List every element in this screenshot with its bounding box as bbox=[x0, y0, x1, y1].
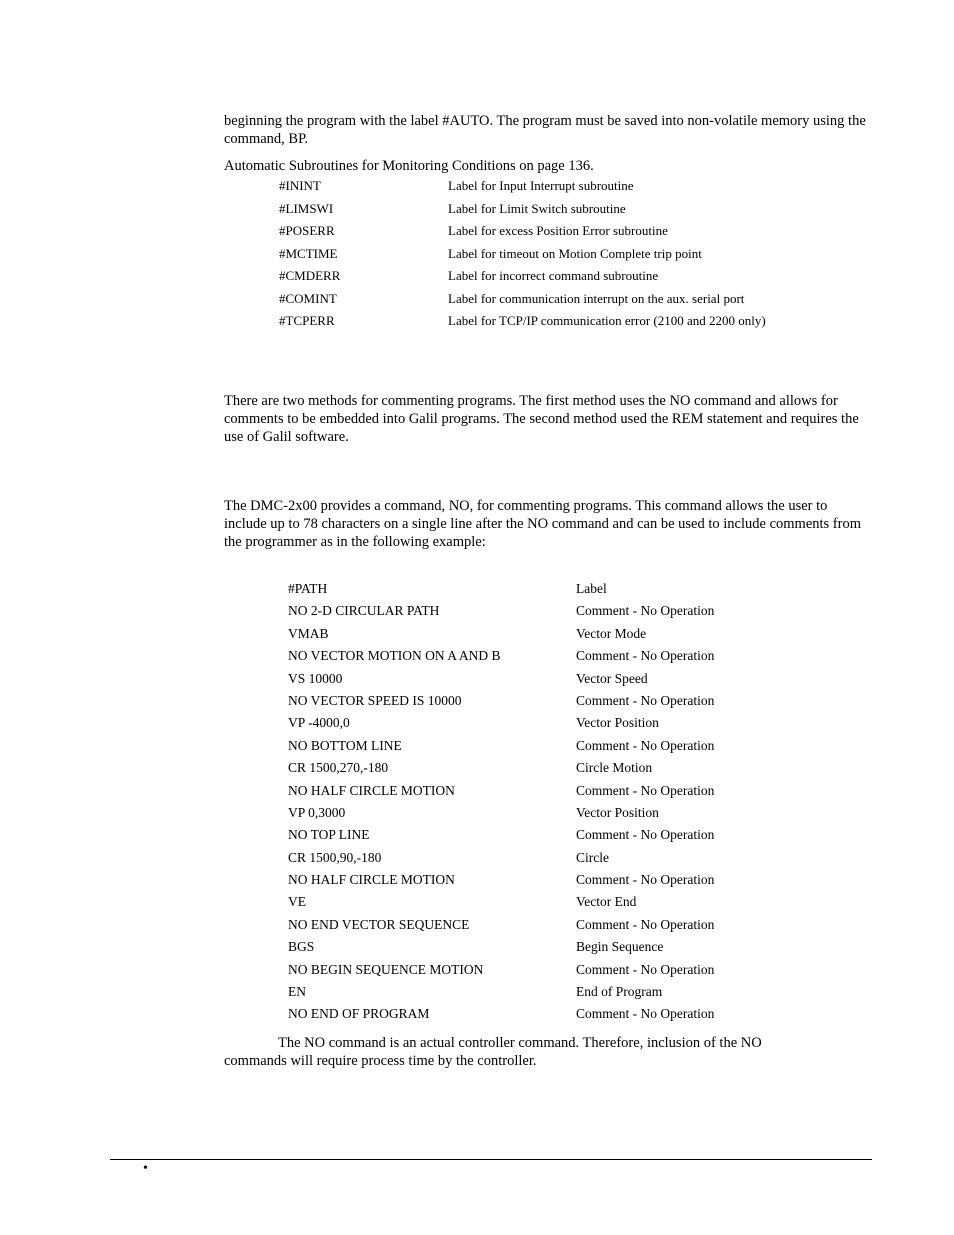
code-description: Vector Position bbox=[576, 715, 659, 731]
code-command: NO VECTOR SPEED IS 10000 bbox=[288, 692, 462, 708]
code-row bbox=[288, 891, 848, 913]
code-command: NO BEGIN SEQUENCE MOTION bbox=[288, 961, 484, 977]
footer-bullet: • bbox=[143, 1161, 148, 1176]
code-row bbox=[288, 668, 848, 690]
code-row bbox=[288, 959, 848, 981]
code-row bbox=[288, 757, 848, 779]
label-description: Label for Limit Switch subroutine bbox=[448, 200, 626, 216]
example-program-table bbox=[288, 578, 848, 1026]
paragraph-no-command-note: The NO command is an actual controller command. Therefore, inclusion of the NO commands will require process time by the controller. bbox=[224, 1035, 762, 1069]
label-description: Label for communication interrupt on the aux. serial port bbox=[448, 290, 745, 306]
code-description: Comment - No Operation bbox=[576, 916, 715, 932]
code-description: Comment - No Operation bbox=[576, 782, 715, 798]
code-command: VE bbox=[288, 894, 306, 910]
code-command: NO BOTTOM LINE bbox=[288, 737, 402, 753]
label-row bbox=[279, 221, 879, 244]
footer-rule bbox=[110, 1159, 872, 1160]
label-row bbox=[279, 311, 879, 334]
code-row bbox=[288, 802, 848, 824]
paragraph-commenting-methods: There are two methods for commenting programs. The first method uses the NO command and allows for comments to be embedded into Galil programs. The second method used the REM statement and requires the use of Galil software. bbox=[224, 393, 859, 445]
label-name: #MCTIME bbox=[279, 245, 338, 261]
label-description: Label for excess Position Error subroutine bbox=[448, 223, 668, 238]
label-row bbox=[279, 176, 879, 199]
code-command: VS 10000 bbox=[288, 670, 343, 686]
code-description: Vector Mode bbox=[576, 625, 647, 641]
code-description: Begin Sequence bbox=[576, 939, 664, 955]
code-command: NO HALF CIRCLE MOTION bbox=[288, 872, 455, 888]
code-row bbox=[288, 847, 848, 869]
label-description: Label for TCP/IP communication error (2100 and 2200 only) bbox=[448, 313, 766, 328]
code-description: Comment - No Operation bbox=[576, 692, 715, 708]
code-row bbox=[288, 623, 848, 645]
label-row bbox=[279, 199, 879, 222]
code-row bbox=[288, 645, 848, 667]
code-description: Comment - No Operation bbox=[576, 648, 715, 664]
code-row bbox=[288, 869, 848, 891]
code-description: Comment - No Operation bbox=[576, 872, 715, 888]
code-command: VMAB bbox=[288, 625, 329, 641]
code-description: Comment - No Operation bbox=[576, 1006, 715, 1022]
label-description: Label for incorrect command subroutine bbox=[448, 268, 659, 283]
code-row bbox=[288, 824, 848, 846]
label-name: #ININT bbox=[279, 178, 321, 193]
code-command: EN bbox=[288, 984, 306, 1000]
code-command: NO 2-D CIRCULAR PATH bbox=[288, 603, 440, 619]
code-description: Comment - No Operation bbox=[576, 961, 715, 977]
code-description: Comment - No Operation bbox=[576, 603, 715, 619]
label-name: #COMINT bbox=[279, 290, 337, 306]
code-row bbox=[288, 735, 848, 757]
code-description: Comment - No Operation bbox=[576, 827, 715, 843]
code-row bbox=[288, 981, 848, 1003]
subroutine-label-table bbox=[279, 176, 879, 334]
code-row bbox=[288, 600, 848, 622]
label-row bbox=[279, 266, 879, 289]
code-command: VP 0,3000 bbox=[288, 804, 346, 820]
code-command: NO VECTOR MOTION ON A AND B bbox=[288, 648, 501, 664]
code-command: NO END VECTOR SEQUENCE bbox=[288, 916, 470, 932]
label-description: Label for timeout on Motion Complete trip point bbox=[448, 245, 702, 261]
code-command: NO HALF CIRCLE MOTION bbox=[288, 782, 455, 798]
code-description: Label bbox=[576, 581, 607, 596]
code-command: VP -4000,0 bbox=[288, 715, 350, 731]
code-row bbox=[288, 914, 848, 936]
label-row bbox=[279, 244, 879, 267]
code-command: CR 1500,90,-180 bbox=[288, 849, 382, 865]
code-row bbox=[288, 712, 848, 734]
code-row bbox=[288, 690, 848, 712]
code-description: Circle bbox=[576, 849, 609, 865]
code-row bbox=[288, 578, 848, 600]
code-command: NO END OF PROGRAM bbox=[288, 1006, 430, 1022]
label-row bbox=[279, 289, 879, 312]
code-command: BGS bbox=[288, 939, 315, 955]
paragraph-auto-label: beginning the program with the label #AUTO. The program must be saved into non-volatile memory using the command, BP. bbox=[224, 113, 866, 147]
code-command: NO TOP LINE bbox=[288, 827, 370, 843]
code-row bbox=[288, 936, 848, 958]
label-name: #TCPERR bbox=[279, 313, 335, 328]
paragraph-automatic-subroutines: Automatic Subroutines for Monitoring Conditions on page 136. bbox=[224, 158, 594, 174]
code-row bbox=[288, 1003, 848, 1025]
label-name: #CMDERR bbox=[279, 268, 341, 283]
code-command: #PATH bbox=[288, 581, 328, 596]
label-name: #POSERR bbox=[279, 223, 335, 238]
code-description: Comment - No Operation bbox=[576, 737, 715, 753]
code-description: Vector Speed bbox=[576, 670, 648, 686]
code-description: End of Program bbox=[576, 984, 663, 1000]
code-description: Vector Position bbox=[576, 804, 659, 820]
code-description: Vector End bbox=[576, 894, 637, 910]
label-description: Label for Input Interrupt subroutine bbox=[448, 178, 634, 193]
paragraph-no-command: The DMC-2x00 provides a command, NO, for commenting programs. This command allows the user to include up to 78 characters on a single line after the NO command and can be used to include comments from the programmer as in the following example: bbox=[224, 498, 861, 550]
code-command: CR 1500,270,-180 bbox=[288, 760, 389, 776]
label-name: #LIMSWI bbox=[279, 200, 334, 216]
code-description: Circle Motion bbox=[576, 760, 653, 776]
code-row bbox=[288, 780, 848, 802]
